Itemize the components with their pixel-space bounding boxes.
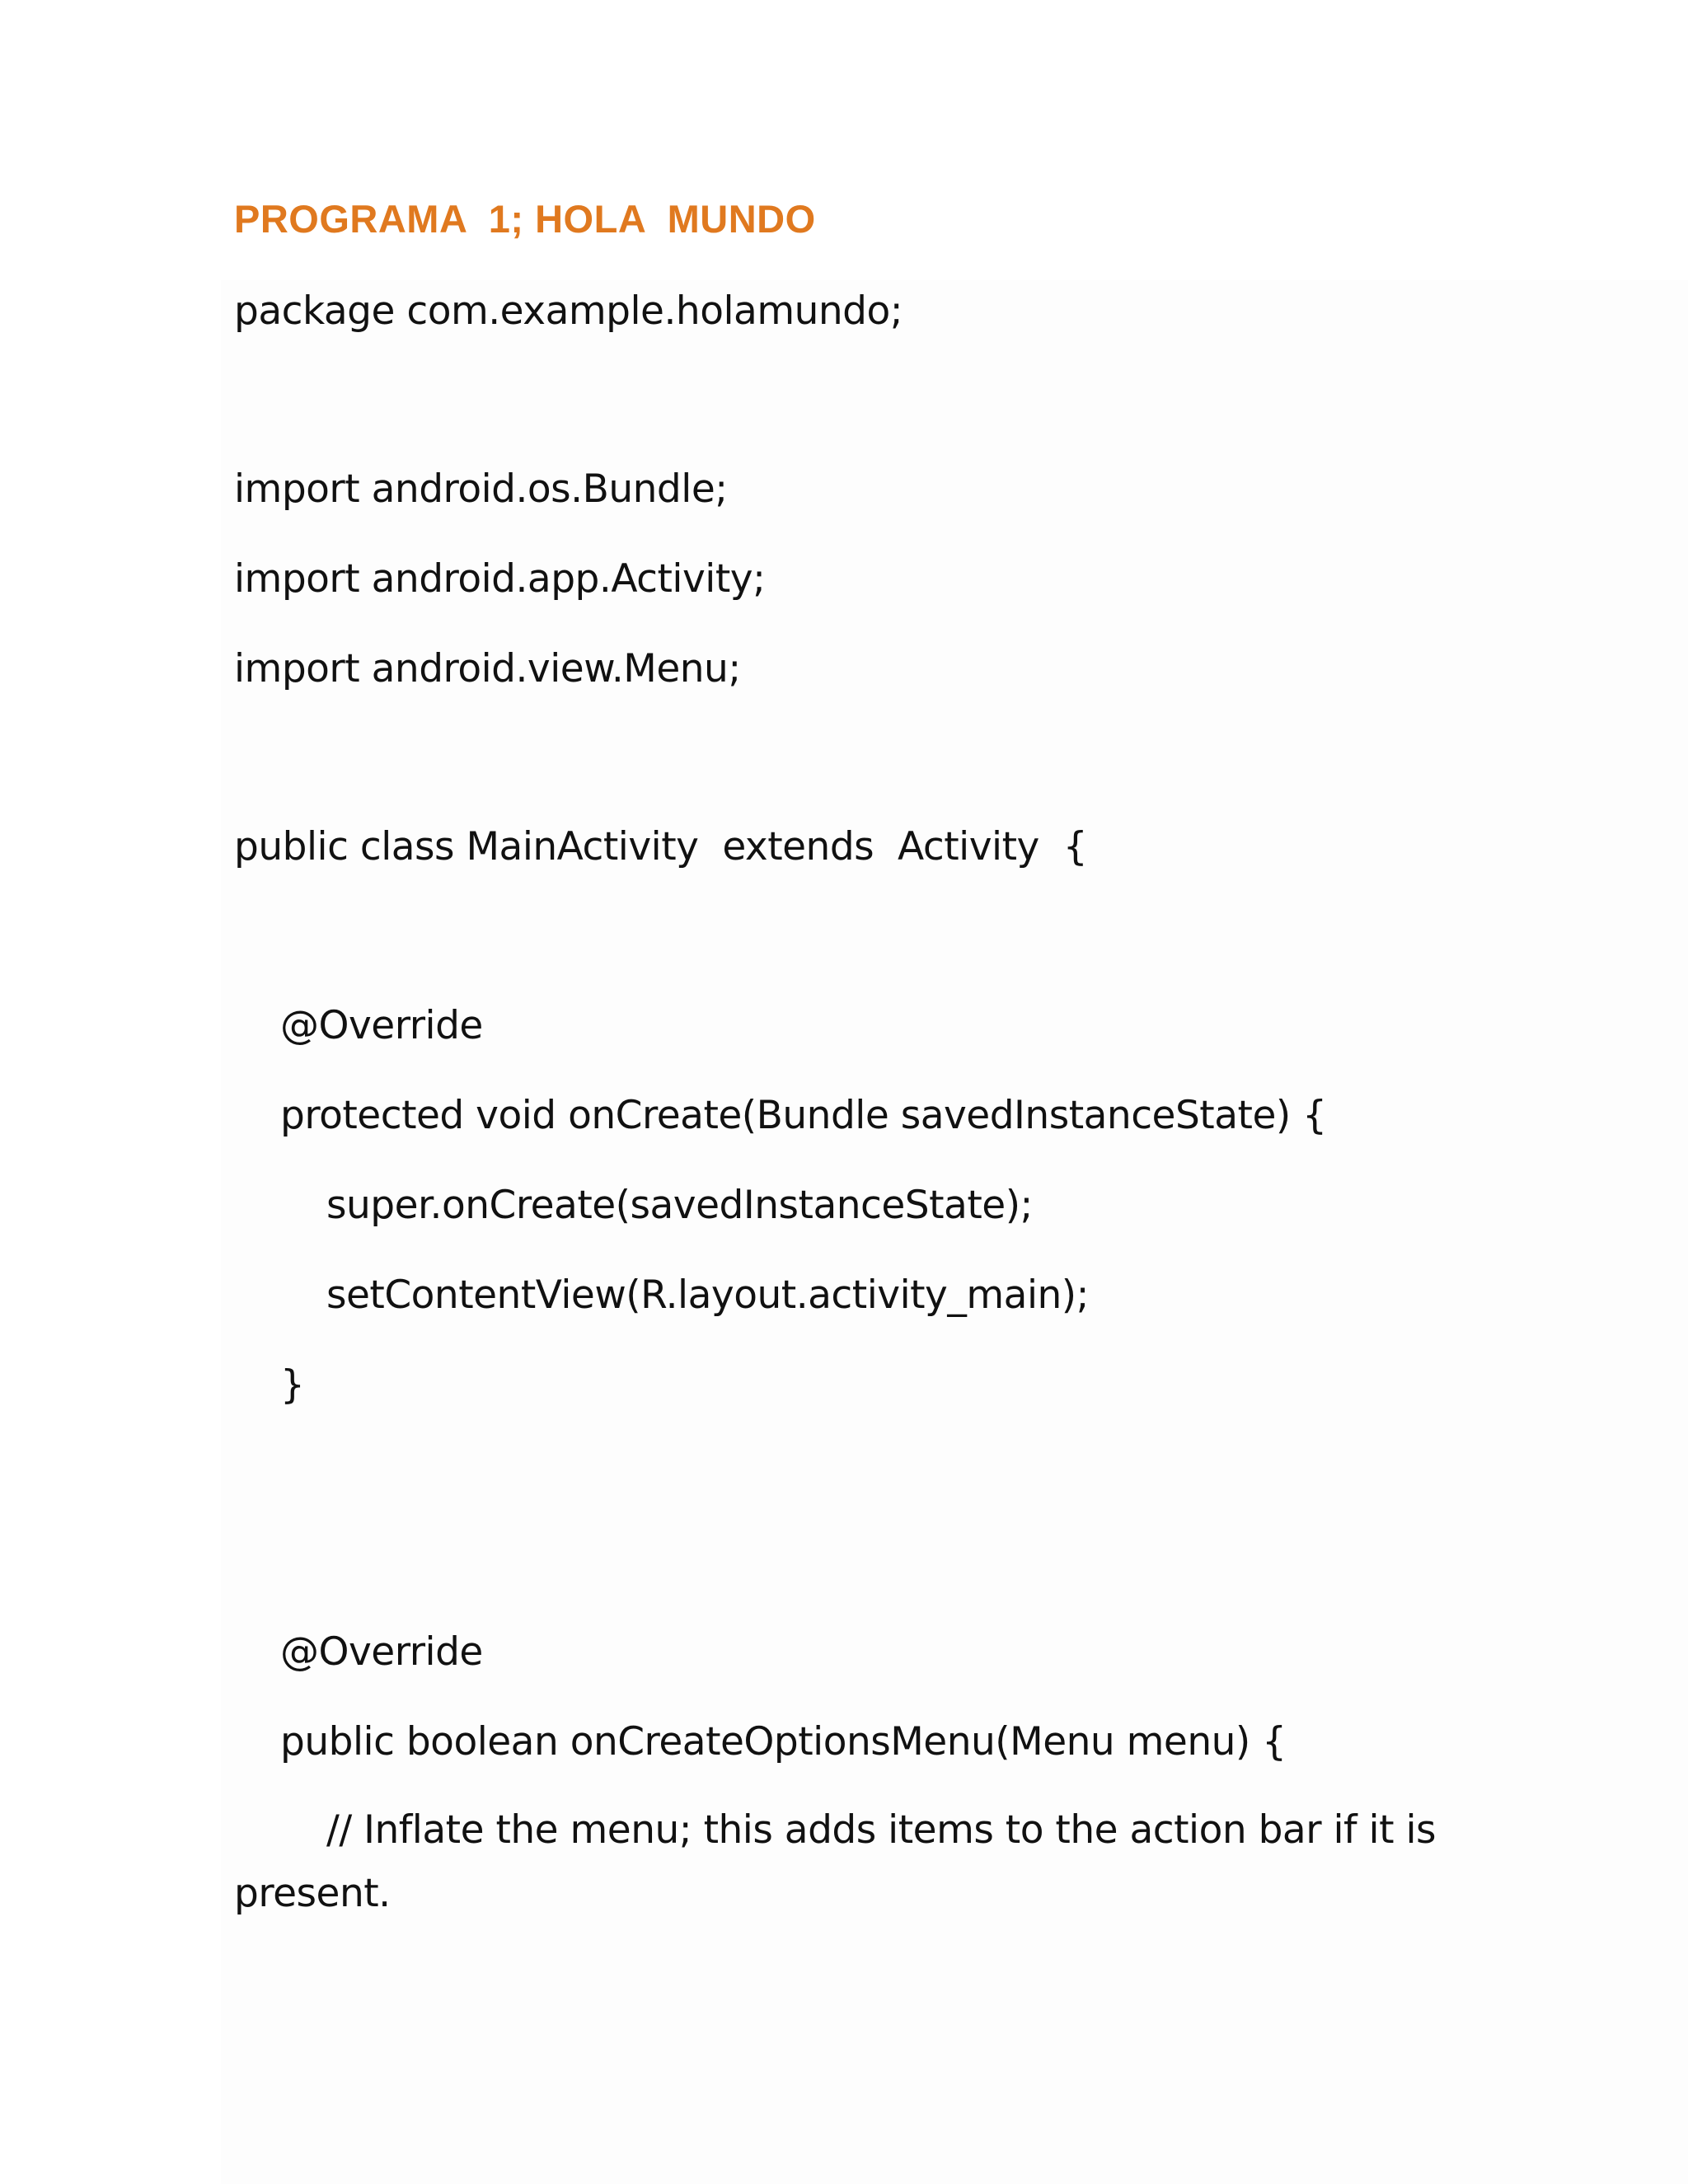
program-title: PROGRAMA 1; HOLA MUNDO [234,197,816,241]
code-line-comment-continuation: present. [234,1871,391,1916]
code-line-oncreateoptionsmenu-signature: public boolean onCreateOptionsMenu(Menu menu) { [280,1719,1287,1765]
code-line-super-oncreate: super.onCreate(savedInstanceState); [326,1183,1033,1228]
code-line-class-declaration: public class MainActivity extends Activity { [234,824,1088,869]
code-line-comment: // Inflate the menu; this adds items to the action bar if it is [326,1807,1437,1853]
code-line-override-annotation: @Override [280,1003,483,1048]
code-line-closing-brace: } [280,1362,305,1408]
code-line-import-bundle: import android.os.Bundle; [234,466,728,512]
code-line-set-content-view: setContentView(R.layout.activity_main); [326,1272,1089,1318]
code-line-override-annotation-2: @Override [280,1629,483,1675]
code-line-package: package com.example.holamundo; [234,288,903,334]
code-line-import-menu: import android.view.Menu; [234,646,741,691]
code-line-import-activity: import android.app.Activity; [234,556,766,602]
code-line-oncreate-signature: protected void onCreate(Bundle savedInstanceState) { [280,1093,1327,1138]
